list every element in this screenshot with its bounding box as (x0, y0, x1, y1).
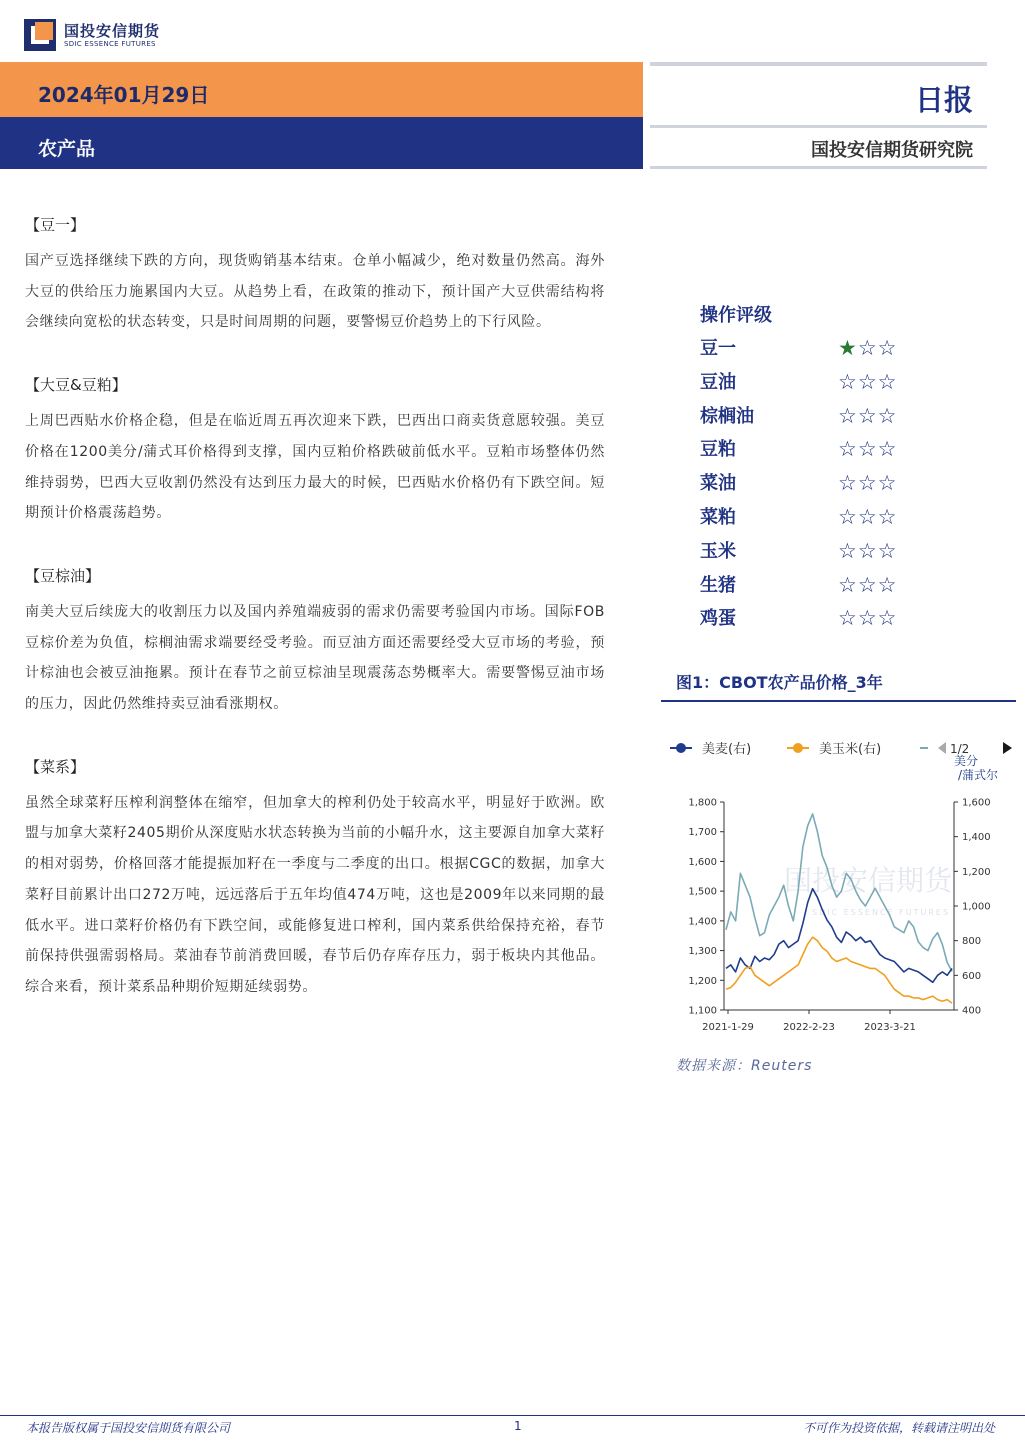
rating-product-name: 菜粕 (700, 506, 736, 528)
star-rating-icon (838, 467, 897, 501)
star-empty-icon: ☆ (838, 538, 858, 563)
star-empty-icon: ☆ (857, 369, 878, 394)
star-empty-icon: ☆ (857, 504, 878, 529)
x-tick-label: 2022-2-23 (783, 1022, 835, 1033)
y-tick-label-left: 1,600 (688, 856, 717, 868)
section-soybean-meal (25, 374, 605, 529)
y-tick-label-left: 1,700 (688, 827, 717, 839)
price-chart (662, 705, 1016, 1040)
rating-row (700, 467, 960, 501)
star-empty-icon: ☆ (857, 606, 878, 631)
price-chart-svg (662, 705, 1016, 1040)
rating-product-name: 菜油 (700, 473, 736, 495)
rating-product-name: 玉米 (700, 540, 736, 562)
star-empty-icon: ☆ (857, 437, 878, 462)
y-tick-label-right: 1,400 (962, 832, 991, 844)
rating-row (700, 400, 960, 434)
report-date: 2024年01月29日 (38, 83, 210, 107)
star-empty-icon: ☆ (877, 471, 898, 496)
y-tick-label-left: 1,400 (688, 916, 717, 928)
x-tick-label: 2021-1-29 (702, 1022, 754, 1033)
logo-mark-icon (24, 19, 56, 51)
y-tick-label-right: 1,000 (962, 901, 991, 913)
series-line-corn (726, 937, 952, 1003)
section-rapeseed (25, 756, 605, 1003)
star-empty-icon: ☆ (877, 572, 898, 597)
axis-unit-right-line1: 美分 (954, 754, 979, 768)
rating-row (700, 366, 960, 400)
footer-copyright: 本报告版权属于国投安信期货有限公司 (26, 1421, 231, 1435)
legend-page-indicator: 1/2 (950, 742, 970, 756)
logo-text-cn: 国投安信期货 (64, 22, 161, 40)
category-banner (0, 117, 643, 169)
rating-list (700, 332, 960, 636)
commentary-column (25, 214, 605, 1039)
axis-unit-right-line2: /蒲式尔 (958, 768, 999, 782)
star-rating-icon (838, 366, 897, 400)
section-title: 【豆棕油】 (25, 566, 101, 585)
y-tick-label-right: 800 (962, 936, 982, 948)
rating-product-name: 鸡蛋 (700, 608, 736, 630)
star-rating-icon (838, 569, 897, 603)
header-divider-bottom (650, 166, 987, 169)
star-filled-icon: ★ (838, 336, 858, 360)
rating-product-name: 生猪 (700, 574, 736, 596)
rating-row (700, 535, 960, 569)
y-tick-label-right: 1,200 (962, 866, 991, 878)
legend-marker-corn (793, 743, 803, 753)
page-number: 1 (514, 1419, 522, 1433)
y-tick-label-left: 1,200 (688, 975, 717, 987)
rating-row (700, 501, 960, 535)
star-empty-icon: ☆ (857, 403, 878, 428)
chart-watermark-cn: 国投安信期货 (784, 864, 953, 897)
legend-prev-page-icon (938, 742, 946, 754)
section-soy-palm-oil (25, 565, 605, 720)
y-tick-label-left: 1,100 (688, 1005, 717, 1017)
x-tick-label: 2023-3-21 (864, 1022, 916, 1033)
y-tick-label-left: 1,500 (688, 886, 717, 898)
star-empty-icon: ☆ (857, 538, 878, 563)
rating-row (700, 602, 960, 636)
figure-title-rule (661, 700, 1016, 702)
rating-row (700, 569, 960, 603)
section-title: 【大豆&豆粕】 (25, 376, 127, 395)
star-empty-icon: ☆ (877, 504, 898, 529)
star-empty-icon: ☆ (838, 369, 858, 394)
rating-product-name: 豆油 (700, 371, 736, 393)
star-empty-icon: ☆ (838, 504, 858, 529)
star-empty-icon: ☆ (877, 538, 898, 563)
chart-watermark-en: SDIC ESSENCE FUTURES (812, 908, 951, 917)
rating-product-name: 豆粕 (700, 439, 736, 461)
footer-disclaimer: 不可作为投资依据，转载请注明出处 (802, 1421, 995, 1435)
legend-label-wheat: 美麦(右) (702, 742, 752, 757)
data-source: 数据来源：Reuters (676, 1058, 813, 1074)
y-tick-label-left: 1,800 (688, 797, 717, 809)
star-rating-icon (838, 535, 897, 569)
star-empty-icon: ☆ (838, 471, 858, 496)
rating-panel (700, 300, 960, 636)
company-logo (24, 16, 174, 54)
star-empty-icon: ☆ (857, 572, 878, 597)
section-body: 国产豆选择继续下跌的方向，现货购销基本结束。仓单小幅减少，绝对数量仍然高。海外大豆的供给压力施累国内大豆。从趋势上看，在政策的推动下，预计国产大豆供需结构将会继续向宽松的状态转变，只是时间周期的问题，要警惕豆价趋势上的下行风险。 (25, 253, 605, 331)
section-body: 虽然全球菜籽压榨利润整体在缩窄，但加拿大的榨利仍处于较高水平，明显好于欧洲。欧盟与加拿大菜籽2405期价从深度贴水状态转换为当前的小幅升水，这主要源自加拿大菜籽的相对弱势，价格回落才能提振加籽在一季度与二季度的出口。根据CGC的数据，加拿大菜籽目前累计出口272万吨，远远落后于五年均值474万吨，这也是2009年以来同期的最低水平。进口菜籽价格仍有下跌空间，或能修复进口榨利，国内菜系供给保持充裕，春节前保持供强需弱格局。菜油春节前消费回暖，春节后仍存库存压力，弱于板块内其他品。综合来看，预计菜系品种期价短期延续弱势。 (25, 794, 605, 995)
y-tick-label-right: 400 (962, 1005, 982, 1017)
section-title: 【菜系】 (25, 757, 86, 776)
star-rating-icon (838, 332, 897, 366)
y-tick-label-right: 600 (962, 970, 982, 982)
star-rating-icon (838, 602, 897, 636)
star-empty-icon: ☆ (838, 606, 858, 631)
rating-heading: 操作评级 (700, 305, 772, 326)
report-category: 农产品 (38, 138, 96, 160)
star-rating-icon (838, 501, 897, 535)
rating-row (700, 332, 960, 366)
legend-next-page-icon (1003, 742, 1012, 754)
rating-row (700, 433, 960, 467)
star-rating-icon (838, 433, 897, 467)
star-empty-icon: ☆ (877, 403, 898, 428)
logo-text-en: SDIC ESSENCE FUTURES (64, 40, 156, 48)
section-body: 上周巴西贴水价格企稳，但是在临近周五再次迎来下跌，巴西出口商卖货意愿较强。美豆价格在1200美分/蒲式耳价格得到支撑，国内豆粕价格跌破前低水平。豆粕市场整体仍然维持弱势，巴西大豆收割仍然没有达到压力最大的时候，巴西贴水价格仍有下跌空间。短期预计价格震荡趋势。 (25, 413, 605, 522)
figure-title: 图1：CBOT农产品价格_3年 (676, 673, 883, 692)
star-empty-icon: ☆ (838, 403, 858, 428)
section-title: 【豆一】 (25, 216, 86, 234)
star-empty-icon: ☆ (838, 437, 858, 462)
star-empty-icon: ☆ (877, 437, 898, 462)
header-divider-top (650, 62, 987, 66)
y-tick-label-right: 1,600 (962, 797, 991, 809)
header-divider-middle (650, 125, 987, 128)
legend-label-corn: 美玉米(右) (819, 742, 882, 757)
y-tick-label-left: 1,300 (688, 946, 717, 958)
star-empty-icon: ☆ (838, 572, 858, 597)
section-soybean-no1 (25, 214, 605, 338)
rating-product-name: 豆一 (700, 338, 736, 359)
legend-marker-wheat (676, 743, 686, 753)
star-empty-icon: ☆ (857, 471, 878, 496)
rating-product-name: 棕榈油 (700, 405, 754, 427)
institute-name: 国投安信期货研究院 (811, 140, 973, 161)
star-empty-icon: ☆ (877, 369, 898, 394)
star-empty-icon: ☆ (877, 606, 898, 631)
section-body: 南美大豆后续庞大的收割压力以及国内养殖端疲弱的需求仍需要考验国内市场。国际FOB豆棕价差为负值，棕榈油需求端要经受考验。而豆油方面还需要经受大豆市场的考验，预计棕油也会被豆油拖累。预计在春节之前豆棕油呈现震荡态势概率大。需要警惕豆油市场的压力，因此仍然维持卖豆油看涨期权。 (25, 603, 605, 713)
star-empty-icon: ☆ (877, 336, 898, 360)
star-rating-icon (838, 400, 897, 434)
star-empty-icon: ☆ (857, 336, 878, 360)
report-type: 日报 (914, 83, 973, 117)
footer-rule (0, 1415, 1025, 1416)
